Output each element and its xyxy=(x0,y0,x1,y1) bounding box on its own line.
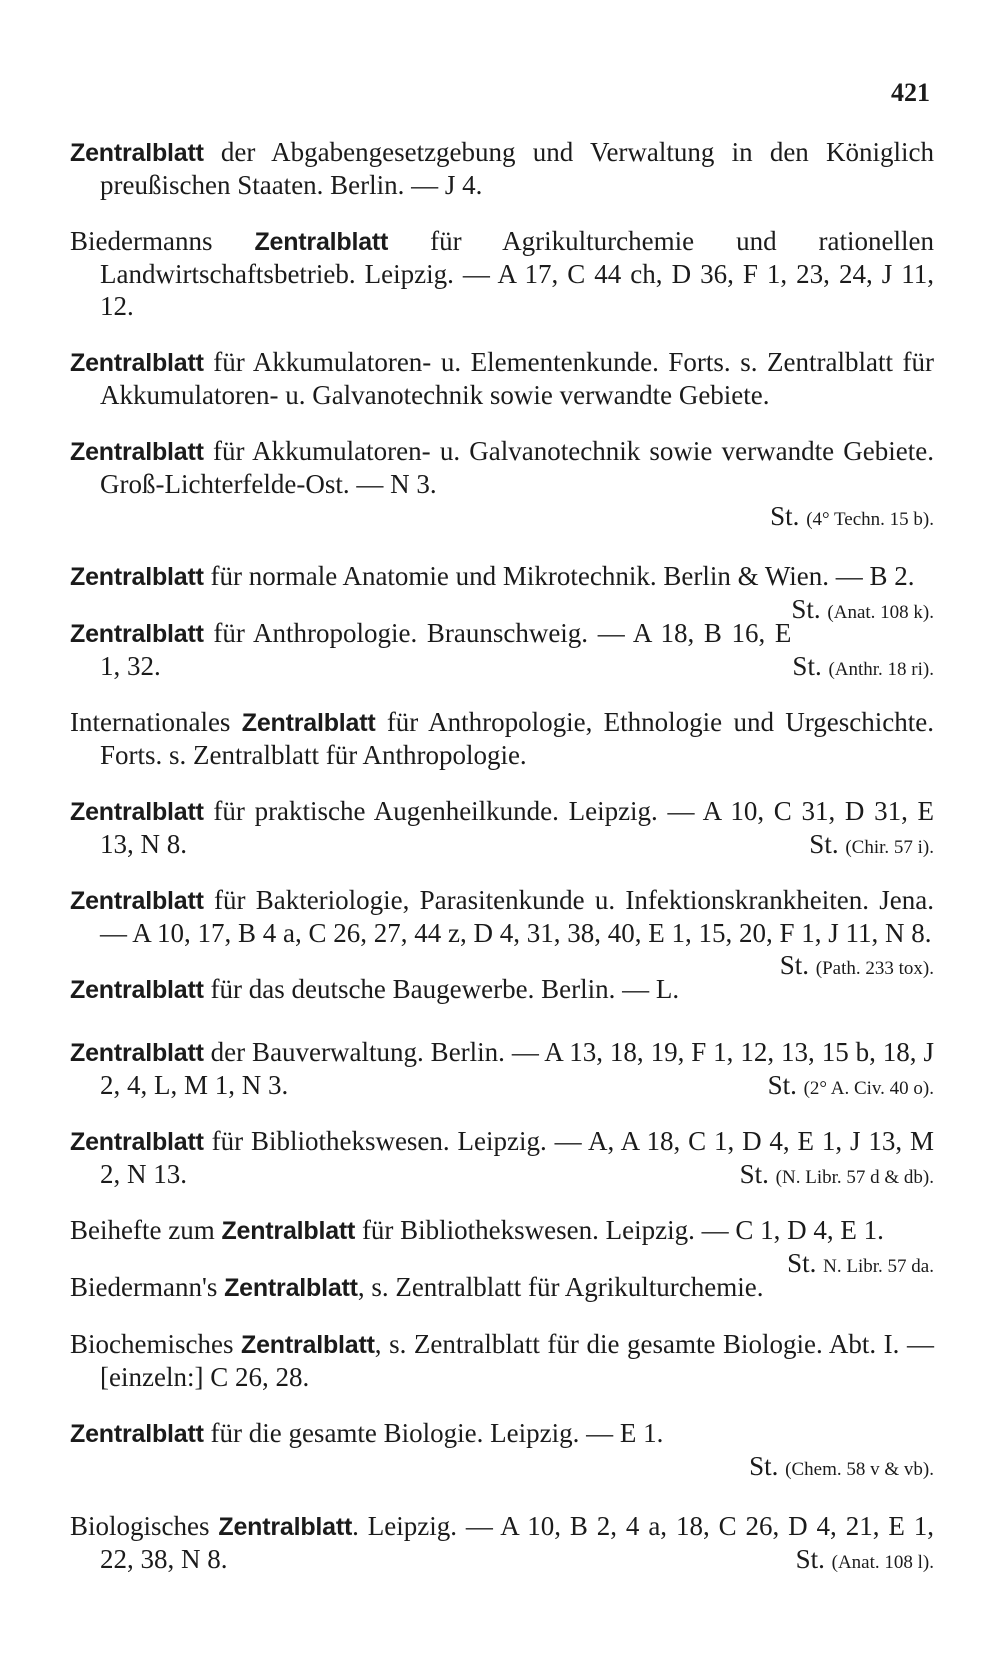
entry-prefix: Internationales xyxy=(70,707,242,737)
catalog-entry xyxy=(70,560,934,624)
entry-keyword: Zentralblatt xyxy=(70,887,204,915)
entry-keyword: Zentralblatt xyxy=(70,139,204,167)
entry-text: für Akkumulatoren- u. Galvanotechnik sowie verwandte Gebiete. Groß-Lichterfelde-Ost. — N 3. xyxy=(100,436,934,499)
entry-keyword: Zentralblatt xyxy=(70,1128,204,1156)
entry-text: . Leipzig. — A 10, B 2, 4 a, 18, C 26, D 4, 21, E 1, 22, 38, N 8. xyxy=(100,1511,934,1574)
entry-keyword: Zentralblatt xyxy=(241,709,376,737)
shelf-signature: St. N. Libr. 57 da. xyxy=(787,1248,934,1278)
page-number: 421 xyxy=(891,78,930,107)
entry-keyword: Zentralblatt xyxy=(70,620,204,648)
entry-body xyxy=(70,435,934,500)
shelf-signature: St. (4° Techn. 15 b). xyxy=(770,501,934,531)
shelf-signature: St. (Chir. 57 i). xyxy=(809,829,934,859)
shelf-signature: St. (Anthr. 18 ri). xyxy=(792,651,934,681)
entry-text: für Agrikulturchemie und rationellen Landwirtschaftsbetrieb. Leipzig. — A 17, C 44 ch, D 36, F 1, 23, 24, J 11, 12. xyxy=(100,226,934,321)
entry-keyword: Zentralblatt xyxy=(70,798,204,826)
entry-prefix: Biedermanns xyxy=(70,226,255,256)
entry-prefix: Biologisches xyxy=(70,1511,219,1541)
shelf-signature: St. (2° A. Civ. 40 o). xyxy=(767,1070,934,1100)
entry-keyword: Zentralblatt xyxy=(70,976,204,1004)
entry-keyword: Zentralblatt xyxy=(254,228,389,256)
entry-text: , s. Zentralblatt für die gesamte Biologie. Abt. I. — [einzeln:] C 26, 28. xyxy=(100,1329,934,1392)
entry-text: , s. Zentralblatt für Agrikulturchemie. xyxy=(357,1272,764,1302)
catalog-entry xyxy=(70,1125,934,1190)
catalog-entry xyxy=(70,1417,934,1486)
entry-keyword: Zentralblatt xyxy=(70,1420,204,1448)
shelf-signature: St. (Path. 233 tox). xyxy=(779,950,934,980)
entry-keyword: Zentralblatt xyxy=(70,349,204,377)
entry-text: für normale Anatomie und Mikrotechnik. Berlin & Wien. — B 2. xyxy=(203,561,915,591)
entry-text: für Bibliothekswesen. Leipzig. — A, A 18, C 1, D 4, E 1, J 13, M 2, N 13. xyxy=(100,1126,934,1189)
entry-text: für Akkumulatoren- u. Elementenkunde. Forts. s. Zentralblatt für Akkumulatoren- u. Galvanotechnik sowie verwandte Gebiete. xyxy=(100,347,934,410)
shelf-signature: St. (N. Libr. 57 d & db). xyxy=(739,1159,934,1189)
catalog-entry xyxy=(70,1328,934,1393)
entry-prefix: Beihefte zum xyxy=(70,1215,222,1245)
entry-text: für praktische Augenheilkunde. Leipzig. — A 10, C 31, D 31, E 13, N 8. xyxy=(100,796,934,859)
entry-keyword: Zentralblatt xyxy=(70,1039,204,1067)
catalog-entry xyxy=(70,884,934,980)
entry-text: für Bakteriologie, Parasitenkunde u. Infektionskrankheiten. Jena. — A 10, 17, B 4 a, C 26, 27, 44 z, D 4, 31, 38, 40, E 1, 15, 20, F 1, J 11, N 8. xyxy=(100,885,934,948)
shelf-signature: St. (Chem. 58 v & vb). xyxy=(749,1451,934,1481)
entry-text: der Bauverwaltung. Berlin. — A 13, 18, 19, F 1, 12, 13, 15 b, 18, J 2, 4, L, M 1, N 3. xyxy=(100,1037,934,1100)
entry-text: der Abgabengesetzgebung und Verwaltung in den Königlich preußischen Staaten. Berlin. — J 4. xyxy=(100,137,934,200)
entry-prefix: Biedermann's xyxy=(70,1272,225,1302)
entry-keyword: Zentralblatt xyxy=(241,1331,375,1359)
entry-text: für das deutsche Baugewerbe. Berlin. — L. xyxy=(203,974,680,1004)
catalog-entry xyxy=(70,795,934,860)
entry-keyword: Zentralblatt xyxy=(218,1513,353,1541)
entry-keyword: Zentralblatt xyxy=(221,1217,356,1245)
shelf-signature: St. (Anat. 108 k). xyxy=(791,594,934,624)
shelf-signature: St. (Anat. 108 l). xyxy=(795,1544,934,1574)
entry-text: für Bibliothekswesen. Leipzig. — C 1, D 4, E 1. xyxy=(355,1215,884,1245)
entry-text: für die gesamte Biologie. Leipzig. — E 1. xyxy=(203,1418,664,1448)
entry-prefix: Biochemisches xyxy=(70,1329,242,1359)
entry-text: für Anthropologie. Braunschweig. — A 18, B 16, E 1, 32. xyxy=(100,618,792,681)
entry-keyword: Zentralblatt xyxy=(70,563,204,591)
entry-text: für Anthropologie, Ethnologie und Urgeschichte. Forts. s. Zentralblatt für Anthropologie. xyxy=(100,707,935,770)
catalog-entry xyxy=(70,706,934,771)
catalog-entry xyxy=(70,1214,934,1278)
entry-keyword: Zentralblatt xyxy=(224,1274,358,1302)
catalog-entries xyxy=(70,136,934,1599)
entry-body xyxy=(70,1417,934,1450)
catalog-entry xyxy=(70,1510,934,1575)
catalog-entry xyxy=(70,435,934,536)
catalog-entry xyxy=(70,346,934,411)
catalog-entry xyxy=(70,225,934,322)
catalog-entry xyxy=(70,1036,934,1101)
entry-keyword: Zentralblatt xyxy=(70,438,204,466)
catalog-entry xyxy=(70,136,934,201)
